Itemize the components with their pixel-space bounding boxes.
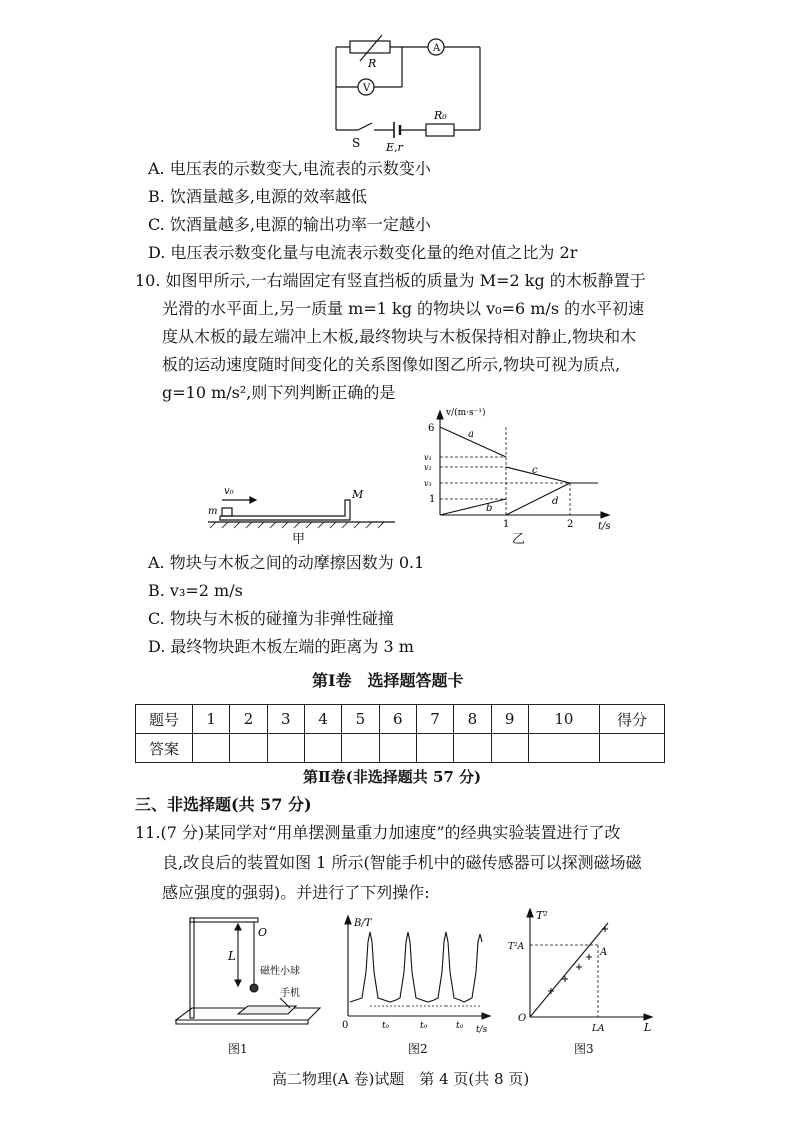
- t0-label-2: t₀: [420, 1021, 428, 1031]
- xtick-2: 2: [567, 519, 574, 530]
- answer-cell-8[interactable]: [454, 734, 491, 763]
- LA-label: LA: [592, 1024, 605, 1034]
- header-cell: 3: [267, 705, 304, 734]
- caption-yi: 乙: [512, 532, 526, 547]
- curve-b: [440, 499, 506, 515]
- q9-option-b: B. 饮酒量越多,电源的效率越低: [148, 187, 368, 206]
- q10-line-4: 板的运动速度随时间变化的关系图像如图乙所示,物块可视为质点,: [162, 355, 621, 374]
- part2-title: 第Ⅱ卷(非选择题共 57 分): [303, 768, 482, 786]
- answer-card-answer-row: [136, 734, 665, 763]
- fig2-origin: 0: [342, 1020, 349, 1031]
- header-cell: 9: [491, 705, 528, 734]
- TA-label: T²A: [508, 942, 525, 952]
- score-cell[interactable]: [600, 734, 665, 763]
- q10-option-d: D. 最终物块距木板左端的距离为 3 m: [148, 637, 414, 656]
- q10-option-b: B. v₃=2 m/s: [148, 581, 243, 600]
- M-label: M: [352, 488, 364, 501]
- answer-cell-7[interactable]: [416, 734, 453, 763]
- v0-label: v₀: [224, 486, 234, 497]
- fig3-ylabel: T²: [536, 909, 548, 922]
- ytick-v2: v₂: [424, 463, 432, 472]
- answer-cell-3[interactable]: [267, 734, 304, 763]
- q10-line-3: 度从木板的最左端冲上木板,最终物块与木板保持相对静止,物块和木: [162, 327, 637, 346]
- voltmeter-label: V: [363, 83, 371, 94]
- rheostat-label: R: [368, 57, 377, 70]
- figure-2-bt-graph: [338, 912, 498, 1037]
- phone-label: 手机: [280, 988, 300, 999]
- header-cell: 6: [379, 705, 416, 734]
- switch-label: S: [352, 136, 361, 150]
- label-a: a: [468, 429, 474, 440]
- q11-line-1: 11.(7 分)某同学对“用单摆测量重力加速度”的经典实验装置进行了改: [135, 823, 621, 842]
- ytick-v3: v₃: [424, 479, 432, 488]
- header-cell: 5: [342, 705, 379, 734]
- ytick-1: 1: [429, 494, 436, 505]
- header-cell: 1: [193, 705, 230, 734]
- magnetic-ball: [250, 984, 258, 992]
- answer-cell-2[interactable]: [230, 734, 267, 763]
- q9-option-c: C. 饮酒量越多,电源的输出功率一定越小: [148, 215, 431, 234]
- answer-cell-5[interactable]: [342, 734, 379, 763]
- header-cell: 得分: [600, 705, 665, 734]
- answer-card-header-row: [136, 705, 665, 734]
- answer-card-table: [135, 704, 665, 763]
- answer-cell-9[interactable]: [491, 734, 528, 763]
- answer-cell-10[interactable]: [528, 734, 599, 763]
- fig2-xlabel: t/s: [476, 1025, 488, 1035]
- m-label: m: [208, 506, 218, 517]
- point-A-label: A: [600, 947, 608, 958]
- yi-ylabel: v/(m·s⁻¹): [446, 408, 486, 418]
- ammeter-label: A: [433, 43, 441, 54]
- ytick-6: 6: [428, 423, 435, 434]
- caption-fig2: 图2: [408, 1042, 428, 1056]
- fig3-xlabel: L: [644, 1021, 652, 1034]
- yi-xlabel: t/s: [598, 521, 611, 532]
- answer-cell-1[interactable]: [193, 734, 230, 763]
- circuit-diagram: [330, 35, 490, 165]
- q10-option-a: A. 物块与木板之间的动摩擦因数为 0.1: [148, 553, 425, 572]
- caption-fig1: 图1: [228, 1042, 248, 1056]
- page-footer: 高二物理(A 卷)试题 第 4 页(共 8 页): [272, 1070, 530, 1088]
- label-b: b: [486, 503, 493, 514]
- t0-label-3: t₀: [456, 1021, 464, 1031]
- header-cell: 7: [416, 705, 453, 734]
- curve-c: [506, 467, 570, 483]
- fig2-ylabel: B/T: [354, 918, 372, 929]
- label-c: c: [532, 465, 538, 476]
- resistor-label: R₀: [434, 109, 447, 122]
- q11-line-3: 感应强度的强弱)。并进行了下列操作:: [162, 883, 430, 902]
- header-cell: 4: [304, 705, 341, 734]
- q10-line-5: g=10 m/s²,则下列判断正确的是: [162, 383, 396, 402]
- answer-cell-4[interactable]: [304, 734, 341, 763]
- rheostat-r: [350, 41, 390, 53]
- b-signal: [350, 932, 482, 1002]
- label-d: d: [552, 496, 559, 507]
- q9-option-d: D. 电压表示数变化量与电流表示数变化量的绝对值之比为 2r: [148, 243, 578, 262]
- fit-line: [530, 923, 608, 1017]
- section-title: 三、非选择题(共 57 分): [135, 795, 312, 814]
- header-cell: 2: [230, 705, 267, 734]
- q9-option-a: A. 电压表的示数变大,电流表的示数变小: [148, 159, 431, 178]
- t0-label-1: t₀: [382, 1021, 390, 1031]
- q11-line-2: 良,改良后的装置如图 1 所示(智能手机中的磁传感器可以探测磁场磁: [162, 853, 642, 872]
- curve-d: [506, 483, 570, 515]
- q10-line-1: 10. 如图甲所示,一右端固定有竖直挡板的质量为 M=2 kg 的木板静置于: [135, 271, 646, 290]
- q10-line-2: 光滑的水平面上,另一质量 m=1 kg 的物块以 v₀=6 m/s 的水平初速: [162, 299, 645, 318]
- answer-row-label: 答案: [136, 734, 193, 763]
- resistor-r0: [426, 124, 454, 136]
- xtick-1: 1: [503, 519, 510, 530]
- fig3-origin: O: [518, 1013, 527, 1024]
- q10-option-c: C. 物块与木板的碰撞为非弹性碰撞: [148, 609, 394, 628]
- source-label: E,r: [386, 141, 403, 154]
- caption-jia: 甲: [292, 532, 306, 547]
- block-m: [222, 508, 232, 516]
- L-label: L: [228, 949, 236, 963]
- header-cell: 题号: [136, 705, 193, 734]
- header-cell: 8: [454, 705, 491, 734]
- answer-cell-6[interactable]: [379, 734, 416, 763]
- figure-yi-vt-graph: [420, 405, 620, 540]
- switch-s: [358, 123, 372, 130]
- figure-3-t2l-graph: [508, 905, 658, 1035]
- phone: [238, 1006, 296, 1014]
- O-label: O: [258, 926, 268, 939]
- ball-label: 磁性小球: [260, 966, 300, 977]
- figure-1-pendulum: [168, 912, 328, 1037]
- answer-card-title: 第Ⅰ卷 选择题答题卡: [312, 671, 464, 690]
- caption-fig3: 图3: [574, 1042, 594, 1056]
- ytick-v1: v₁: [424, 453, 432, 462]
- header-cell: 10: [528, 705, 599, 734]
